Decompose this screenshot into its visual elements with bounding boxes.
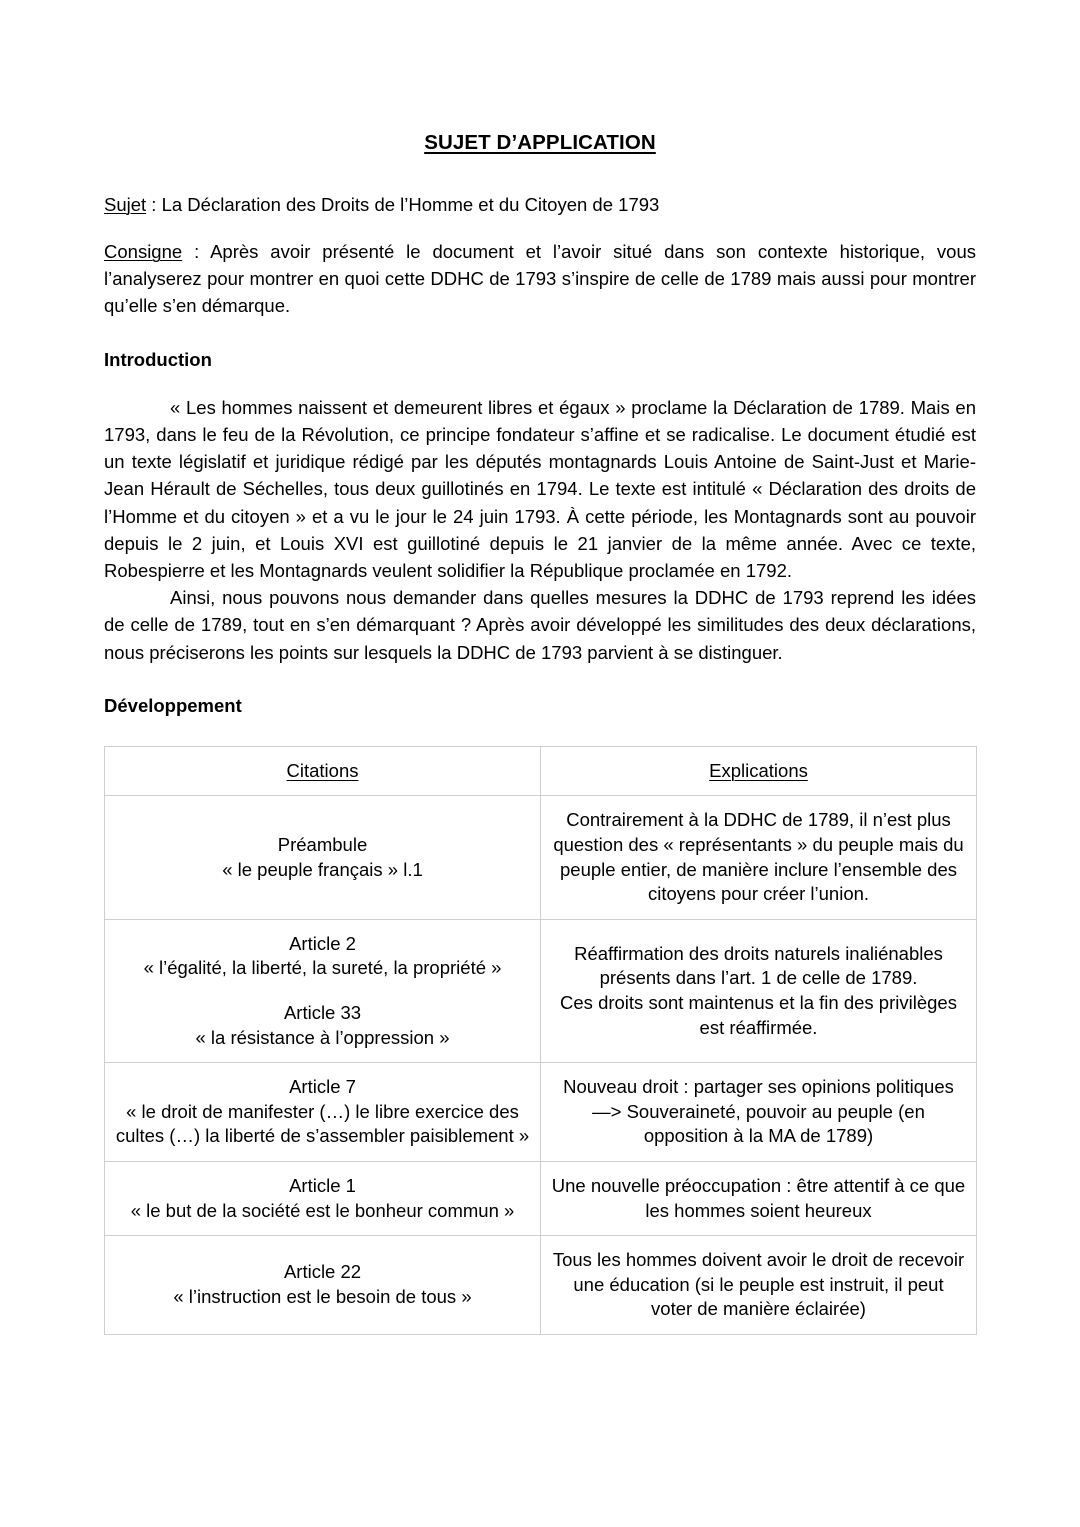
introduction-paragraph-2 [104,584,976,666]
developpement-table-wrap [104,718,976,1335]
instruction-line [104,239,976,319]
cell-line: Article 1 [289,1174,356,1196]
cell-line: « l’instruction est le besoin de tous » [173,1286,472,1308]
table-header-citations-label: Citations [286,759,359,781]
table-cell-explication [541,1063,977,1162]
table-header [105,746,977,796]
table-cell-citation [105,796,541,919]
cell-line: Article 7 [289,1076,356,1098]
table-cell-citation [105,919,541,1062]
cell-line: « l’égalité, la liberté, la sureté, la propriété » [143,957,502,979]
cell-line: Article 33 [283,1002,362,1023]
table-row [105,796,977,919]
table-row [105,919,977,1062]
table-row [105,1063,977,1162]
subject-label: Sujet [104,193,147,215]
introduction-paragraph-1-text: « Les hommes naissent et demeurent libres et égaux » proclame la Déclaration de 1789. Mais en 1793, dans le feu de la Révolution, ce principe fondateur s’affine et se radicalise. Le document étudié est un texte législatif et juridique rédigé par les députés montagnards Louis Antoine de Saint-Just et Marie-Jean Hérault de Séchelles, tous deux guillotinés en 1794. Le texte est intitulé « Déclaration des droits de l’Homme et du citoyen » et a vu le jour le 24 juin 1793. À cette période, les Montagnards sont au pouvoir depuis le 2 juin, et Louis XVI est guillotiné depuis le 21 janvier de la même année. Avec ce texte, Robespierre et les Montagnards veulent solidifier la République proclamée en 1792. [104,396,976,582]
page-title [104,0,976,156]
cell-line: Nouveau droit : partager ses opinions politiques [563,1076,954,1098]
table-body [105,796,977,1335]
document-content [104,0,976,1335]
table-cell-explication [541,919,977,1062]
table-cell-citation [105,1063,541,1162]
developpement-table [104,746,977,1335]
table-row [105,1161,977,1235]
cell-line: « le droit de manifester (…) le libre exercice des cultes (…) la liberté de s’assembler paisiblement » [115,1100,530,1147]
instruction-text: Après avoir présenté le document et l’avoir situé dans son contexte historique, vous l’analyserez pour montrer en quoi cette DDHC de 1793 s’inspire de celle de 1789 mais aussi pour montrer qu’elle s’en démarque. [104,241,976,317]
introduction-paragraph-1 [104,372,976,584]
cell-line: —> Souveraineté, pouvoir au peuple (en opposition à la MA de 1789) [592,1100,925,1147]
instruction-separator: : [182,241,211,263]
page-title-text: SUJET D’APPLICATION [424,131,656,154]
table-header-row [105,746,977,796]
document-meta [104,192,976,320]
cell-line: Préambule [277,834,368,856]
cell-line: Tous les hommes doivent avoir le droit de recevoir une éducation (si le peuple est instruit, il peut voter de manière éclairée) [552,1249,965,1320]
cell-line: Contrairement à la DDHC de 1789, il n’est plus question des « représentants » du peuple mais du peuple entier, de manière inclure l’ensemble des citoyens pour créer l’union. [553,809,964,905]
section-heading-developpement: Développement [104,694,242,716]
subject-line [104,192,976,219]
table-row [105,1236,977,1335]
cell-line: « le but de la société est le bonheur commun » [130,1199,515,1221]
table-cell-explication [541,796,977,919]
cell-line: « le peuple français » l.1 [222,858,423,880]
subject-separator: : [146,193,162,215]
table-cell-explication [541,1161,977,1235]
table-header-citations [105,746,541,796]
cell-spacer [115,981,530,1001]
subject-text: La Déclaration des Droits de l’Homme et du Citoyen de 1793 [161,193,660,215]
table-header-explications-label: Explications [709,759,808,781]
table-cell-explication [541,1236,977,1335]
cell-line: Une nouvelle préoccupation : être attentif à ce que les hommes soient heureux [551,1174,966,1221]
cell-line: « la résistance à l’oppression » [195,1026,450,1048]
table-cell-citation [105,1236,541,1335]
instruction-label: Consigne [104,241,183,263]
table-header-explications [541,746,977,796]
cell-line: Ces droits sont maintenus et la fin des privilèges est réaffirmée. [560,992,957,1038]
cell-line: Article 22 [283,1261,362,1283]
table-cell-citation [105,1161,541,1235]
section-heading-introduction: Introduction [104,348,212,370]
introduction-paragraph-2-text: Ainsi, nous pouvons nous demander dans quelles mesures la DDHC de 1793 reprend les idées de celle de 1789, tout en s’en démarquant ? Après avoir développé les similitudes des deux déclarations, nous préciserons les points sur lesquels la DDHC de 1793 parvient à se distinguer. [104,587,976,663]
cell-line: Article 2 [289,932,356,954]
cell-line: Réaffirmation des droits naturels inaliénables présents dans l’art. 1 de celle de 1789. [574,942,943,989]
